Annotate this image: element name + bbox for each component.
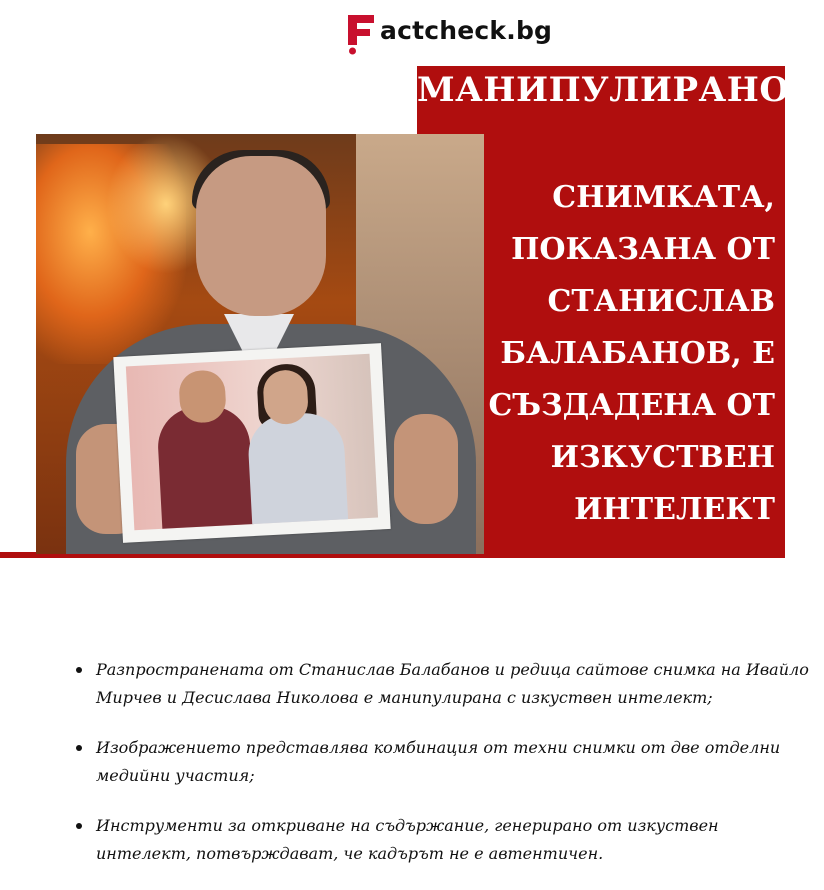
bullet-icon bbox=[76, 745, 82, 751]
verdict-line: СНИМКАТА, bbox=[552, 180, 775, 215]
list-item-text: Инструменти за откриване на съдържание, генерирано от изкуствен интелект, потвърждават, че кадърът не е автентичен. bbox=[96, 816, 719, 863]
verdict-line: БАЛАБАНОВ, Е bbox=[500, 336, 775, 371]
verdict-text bbox=[470, 172, 775, 536]
list-item bbox=[70, 812, 810, 868]
presenter-head bbox=[196, 156, 326, 316]
verdict-line: ИНТЕЛЕКТ bbox=[574, 492, 775, 527]
verdict-label: МАНИПУЛИРАНО bbox=[417, 70, 790, 110]
logo-text: actcheck.bg bbox=[380, 16, 553, 45]
verdict-line: СЪЗДАДЕНА ОТ bbox=[488, 388, 775, 423]
summary-list bbox=[70, 656, 810, 890]
list-item-text: Изображението представлява комбинация от техни снимки от две отделни медийни участия; bbox=[96, 738, 781, 785]
list-item bbox=[70, 656, 810, 712]
bullet-icon bbox=[76, 823, 82, 829]
printed-photo bbox=[113, 343, 390, 543]
verdict-line: ПОКАЗАНА ОТ bbox=[511, 232, 775, 267]
list-item bbox=[70, 734, 810, 790]
tv-screenshot-photo bbox=[36, 134, 484, 554]
bullet-icon bbox=[76, 667, 82, 673]
list-item-text: Разпространената от Станислав Балабанов и редица сайтове снимка на Ивайло Мирчев и Десислава Николова е манипулирана с изкуствен интелект; bbox=[96, 660, 809, 707]
verdict-line: ИЗКУСТВЕН bbox=[550, 440, 775, 475]
verdict-line: СТАНИСЛАВ bbox=[547, 284, 775, 319]
